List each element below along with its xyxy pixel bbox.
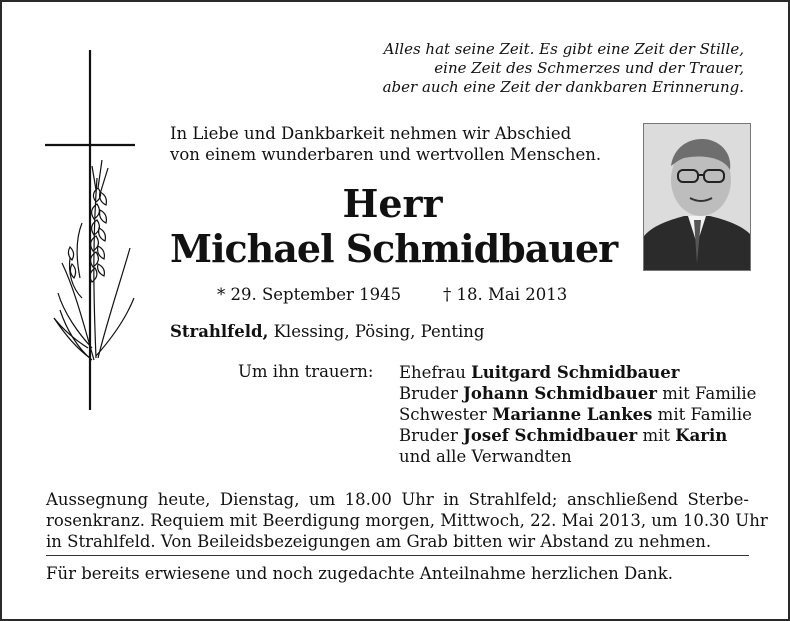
intro-line: von einem wunderbaren und wertvollen Menschen. (170, 145, 602, 164)
list-item: Schwester Marianne Lankes mit Familie (399, 405, 752, 424)
birth-date: * 29. September 1945 (217, 285, 402, 304)
cross-with-wheat-icon (42, 48, 142, 413)
mourner-name: Luitgard Schmidbauer (471, 363, 680, 382)
portrait-figure-icon (644, 124, 750, 270)
mourners-label: Um ihn trauern: (238, 362, 374, 381)
epigraph-quote (324, 40, 744, 97)
farewell-intro (170, 123, 615, 165)
thanks-line: Für bereits erwiesene und noch zugedachte Anteilnahme herzlichen Dank. (46, 564, 673, 583)
divider (46, 555, 749, 556)
places-line (170, 322, 485, 341)
list-item: und alle Verwandten (399, 447, 572, 466)
mourner-partner-name: Karin (675, 426, 728, 445)
intro-line: In Liebe und Dankbarkeit nehmen wir Abschied (170, 124, 572, 143)
deceased-name-block (170, 181, 618, 272)
list-item: Bruder Josef Schmidbauer mit Karin (399, 426, 728, 445)
quote-line: eine Zeit des Schmerzes und der Trauer, (434, 59, 744, 77)
mourner-name: Johann Schmidbauer (463, 384, 657, 403)
service-details (46, 489, 768, 552)
death-date: † 18. Mai 2013 (443, 285, 568, 304)
primary-place: Strahlfeld, (170, 322, 269, 341)
salutation: Herr (342, 181, 443, 226)
service-line: rosenkranz. Requiem mit Beerdigung morgen, Mittwoch, 22. Mai 2013, um 10.30 Uhr (46, 511, 768, 530)
list-item: Ehefrau Luitgard Schmidbauer (399, 363, 680, 382)
mourner-name: Josef Schmidbauer (463, 426, 638, 445)
quote-line: aber auch eine Zeit der dankbaren Erinnerung. (382, 78, 744, 96)
service-line: Aussegnung heute, Dienstag, um 18.00 Uhr in Strahlfeld; anschließend Sterbe- (46, 490, 749, 509)
mourners-list (399, 362, 756, 467)
deceased-name: Michael Schmidbauer (170, 226, 618, 271)
portrait-photo (643, 123, 751, 271)
mourner-name: Marianne Lankes (492, 405, 653, 424)
quote-line: Alles hat seine Zeit. Es gibt eine Zeit der Stille, (383, 40, 744, 58)
list-item: Bruder Johann Schmidbauer mit Familie (399, 384, 757, 403)
other-places: Klessing, Pösing, Penting (268, 322, 485, 341)
service-line: in Strahlfeld. Von Beileidsbezeigungen am Grab bitten wir Abstand zu nehmen. (46, 532, 712, 551)
